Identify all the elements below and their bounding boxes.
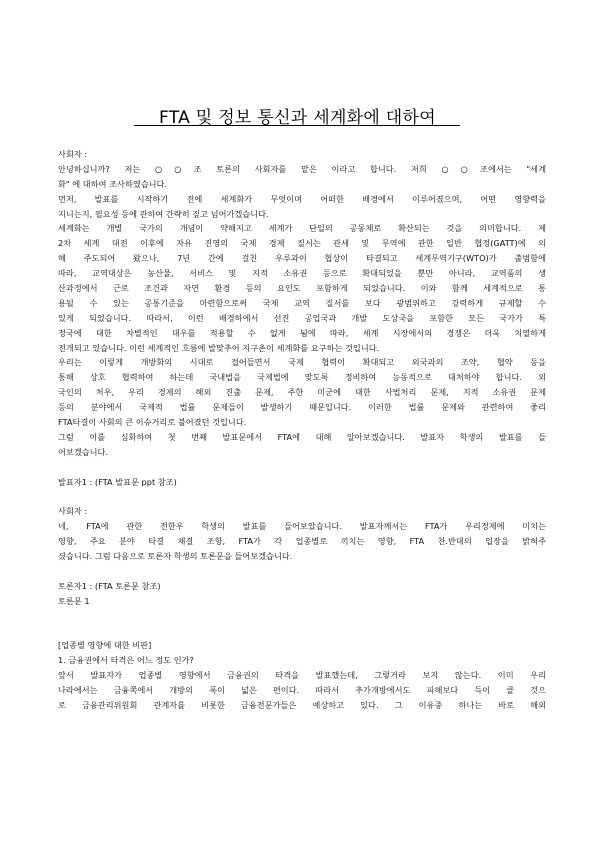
text-line: 따라, 교역대상은 농산물, 서비스 및 지적 소유권 등으로 확대되었을 뿐만 아니라, 교역품의 생 — [58, 268, 546, 279]
spacer — [58, 564, 546, 579]
text-line: 지니는지, 필요성 등에 관하여 간략히 짚고 넘어가겠습니다. — [58, 208, 269, 219]
text-line: 영향, 주요 분야 타결 채결 조항, FTA가 각 업종별로 끼치는 영향, FTA 찬.반대의 입장을 밝혀주 — [58, 536, 546, 547]
text-line: 먼저, 발표를 시작하기 전에 세계화가 무엇이며 어떠한 배경에서 이루어졌으며, 어떤 영향력을 — [58, 193, 546, 204]
text-line: 용될 수 있는 공통기준을 마련함으로써 국제 교역 질서를 보다 광범위하고 강력하게 규제할 수 — [58, 297, 546, 308]
text-line: 산과정에서 근로 조건과 자연 환경 등의 요인도 포함하게 되었습니다. 이와 함께 세계적으로 통 — [58, 283, 546, 294]
speaker-label: 사회자 : — [58, 149, 88, 159]
text-line: 정국에 대한 차별적인 대우를 적용할 수 없게 됨에 따라, 세계 시장에서의 경쟁은 더욱 치열하게 — [58, 327, 546, 338]
text-line: 어보겠습니다. — [58, 446, 109, 457]
document-title: FTA 및 정보 통신과 세계화에 대하여 — [159, 108, 436, 128]
text-line: 국인의 처우, 우리 경제의 해외 진출 문제, 주한 미군에 대한 사법처리 문제, 지적 소유권 문제 — [58, 387, 546, 398]
presenter-label: 발표자1 : (FTA 발표문 ppt 참조) — [58, 476, 177, 487]
speaker-label: 사회자 : — [58, 506, 88, 517]
title-underline — [134, 125, 460, 126]
text-line: 우리는 이렇게 개방화의 시대로 접어들면서 국제 협력이 확대되고 외국과의 조약, 협약 등을 — [58, 357, 546, 368]
text-line: 2차 세계 대전 이후에 자유 진영의 국제 경제 질서는 관세 및 무역에 관한 일반 협정(GATT)에 의 — [58, 238, 546, 249]
question-heading: 1. 금융권에서 타격은 어느 정도 인가? — [58, 655, 194, 666]
text-line: 해 주도되어 왔으나, 7년 간에 걸친 우루과이 협상이 타결되고 세계무역기구(WTO)가 출범함에 — [58, 253, 546, 264]
text-line: 로 금융관리위원회 관계자를 비롯한 금융전문가들은 예상하고 있다. 그 이유중 하나는 바로 해외 — [58, 699, 546, 710]
text-line: 셨습니다. 그럼 다음으로 토론자 학생의 토론문을 들어보겠습니다. — [58, 551, 293, 562]
spacer — [58, 460, 546, 475]
document-body — [58, 147, 546, 713]
text-line: 네, FTA에 관한 전한우 학생의 발표를 들어보았습니다. 발표자께서는 FTA가 우리경제에 미치는 — [58, 521, 546, 532]
paragraph-moderator-intro — [58, 162, 546, 460]
text-line: 등의 분야에서 국제적 법률 문제들이 발생하기 때문입니다. 이러한 법률 문제와 관련하여 좋리 — [58, 402, 546, 413]
text-line: 그럼 이를 심화하여 첫 번째 발표문에서 FTA에 대해 알아보겠습니다. 발표자 학생의 발표를 들 — [58, 431, 546, 442]
text-line: FTA타결이 사회의 큰 이슈거리로 불어졌던 것입니다. — [58, 417, 247, 428]
text-line: 나라에서는 금융쪽에서 개방의 폭이 넓은 편이다. 따라서 추가개방에서도 피해보다 득이 클 것으 — [58, 685, 546, 696]
debater-sub-label: 토론문 1 — [58, 595, 90, 606]
paragraph-sector-critique — [58, 668, 546, 713]
spacer — [58, 489, 546, 504]
paragraph-moderator-transition — [58, 519, 546, 564]
spacer — [58, 609, 546, 639]
text-line: 전개되고 있습니다. 이런 세계적인 흐름에 발맞추어 지구촌이 세계화를 요구하는 것입니다. — [58, 342, 380, 353]
text-line: 있게 되었습니다. 따라서, 이런 배경하에서 선진 공업국과 개발 도상국을 포함한 모든 국가가 특 — [58, 312, 546, 323]
text-line: 안녕하십니까? 저는 ○○조 토론의 사회자를 맡은 이라고 합니다. 저희 ○○조에서는 "세계 — [58, 163, 546, 174]
text-line: 화" 에 대하여 조사하였습니다. — [58, 178, 168, 189]
debater-label: 토론자1 : (FTA 토론문 참조) — [58, 580, 161, 591]
text-line: 앞서 발표자가 업종별 영향에서 금융권의 타격을 발표했는데, 그렇거라 보지 않는다. 이미 우리 — [58, 670, 546, 681]
text-line: 통해 상호 협력하여 하는데 국내법을 국제법에 맞도록 정비하여 능동적으로 대처하야 합니다. 외 — [58, 372, 546, 383]
text-line: 세계화는 개별 국가의 개념이 약해지고 세계가 단일의 공동체로 확산되는 것을 의미합니다. 제 — [58, 223, 546, 234]
section-heading: [업종별 영향에 대한 비판] — [58, 640, 152, 651]
